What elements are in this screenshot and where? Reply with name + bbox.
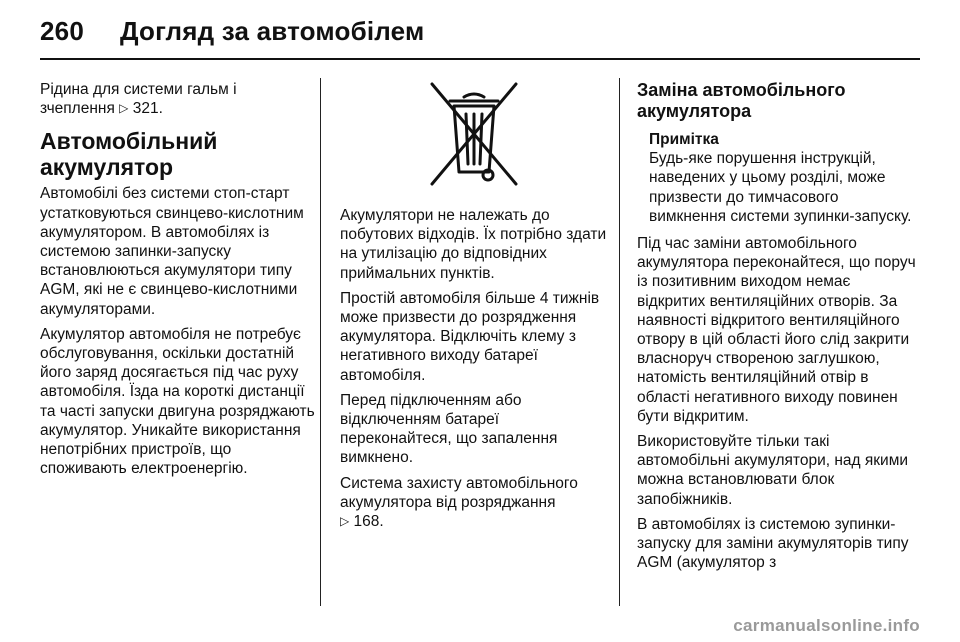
replacement-paragraph-1: Під час заміни автомобільного акумулятора переконайтеся, що поруч із позитивним виходом немає відкритих вентиляційних отворів. За наявності відкритого вентиляційного отвору в цій області його слід закрити власноруч створеною заглушкою, натомість вентиляційний отвір в області негативного виходу повинен бути відкритим. — [637, 235, 916, 425]
page-title: Догляд за автомобілем — [119, 16, 425, 46]
watermark-text: carmanualsonline.info — [733, 616, 920, 635]
page-number: 260 — [40, 16, 84, 46]
battery-paragraph-1: Автомобілі без системи стоп-старт устатковуються свинцево-кислотним акумулятором. В автомобілях із системою запинки-запуску встановлюються акумулятори типу AGM, які не є свинцево-кислотними акумуляторами. — [40, 185, 304, 318]
column-right — [637, 80, 917, 578]
note-text: Будь-яке порушення інструкцій, наведених у цьому розділі, може призвести до тимчасового вимкнення системи зупинки-запуску. — [649, 150, 912, 225]
page-ref-arrow-icon: ▷ — [119, 101, 129, 116]
protection-text: Система захисту автомобільного акумулятора від розряджання — [340, 474, 578, 511]
note-title: Примітка — [649, 131, 719, 148]
column-divider-1 — [320, 78, 321, 606]
protection-paragraph — [340, 474, 608, 532]
section-heading-battery: Автомобільний акумулятор — [40, 128, 218, 181]
idle-paragraph: Простій автомобіля більше 4 тижнів може призвести до розрядження акумулятора. Відключіть клему з негативного виходу батареї автомобіля. — [340, 289, 600, 384]
column-divider-2 — [619, 78, 620, 606]
column-middle — [340, 80, 608, 537]
ignition-paragraph: Перед підключенням або відключенням батареї переконайтеся, що запалення вимкнено. — [340, 391, 558, 467]
crossed-out-wheelie-bin-icon — [424, 80, 524, 198]
section-heading-replacement: Заміна автомобільного акумулятора — [637, 80, 846, 121]
page-ref-arrow-icon: ▷ — [340, 514, 350, 529]
column-left — [40, 80, 315, 484]
intro-paragraph — [40, 80, 315, 118]
protection-page-ref[interactable]: 168. — [353, 513, 384, 531]
battery-paragraph-2: Акумулятор автомобіля не потребує обслуговування, оскільки достатній його заряд досягається під час руху автомобіля. Їзда на короткі дистанції та часті запуски двигуна розряджають акумулятор. Уникайте використання непотрібних пристроїв, що споживають електроенергію. — [40, 325, 315, 478]
intro-page-ref[interactable]: 321. — [132, 100, 163, 118]
replacement-paragraph-3: В автомобілях із системою зупинки-запуску для заміни акумуляторів типу AGM (акумулятор з — [637, 515, 909, 572]
page-header — [40, 16, 424, 47]
disposal-paragraph: Акумулятори не належать до побутових відходів. Їх потрібно здати на утилізацію до відповідних приймальних пунктів. — [340, 207, 607, 282]
note-box — [637, 130, 917, 226]
intro-text: Рідина для системи гальм і зчеплення — [40, 81, 237, 118]
header-rule — [40, 58, 920, 60]
replacement-paragraph-2: Використовуйте тільки такі автомобільні акумулятори, над якими можна встановлювати блок запобіжників. — [637, 433, 909, 508]
